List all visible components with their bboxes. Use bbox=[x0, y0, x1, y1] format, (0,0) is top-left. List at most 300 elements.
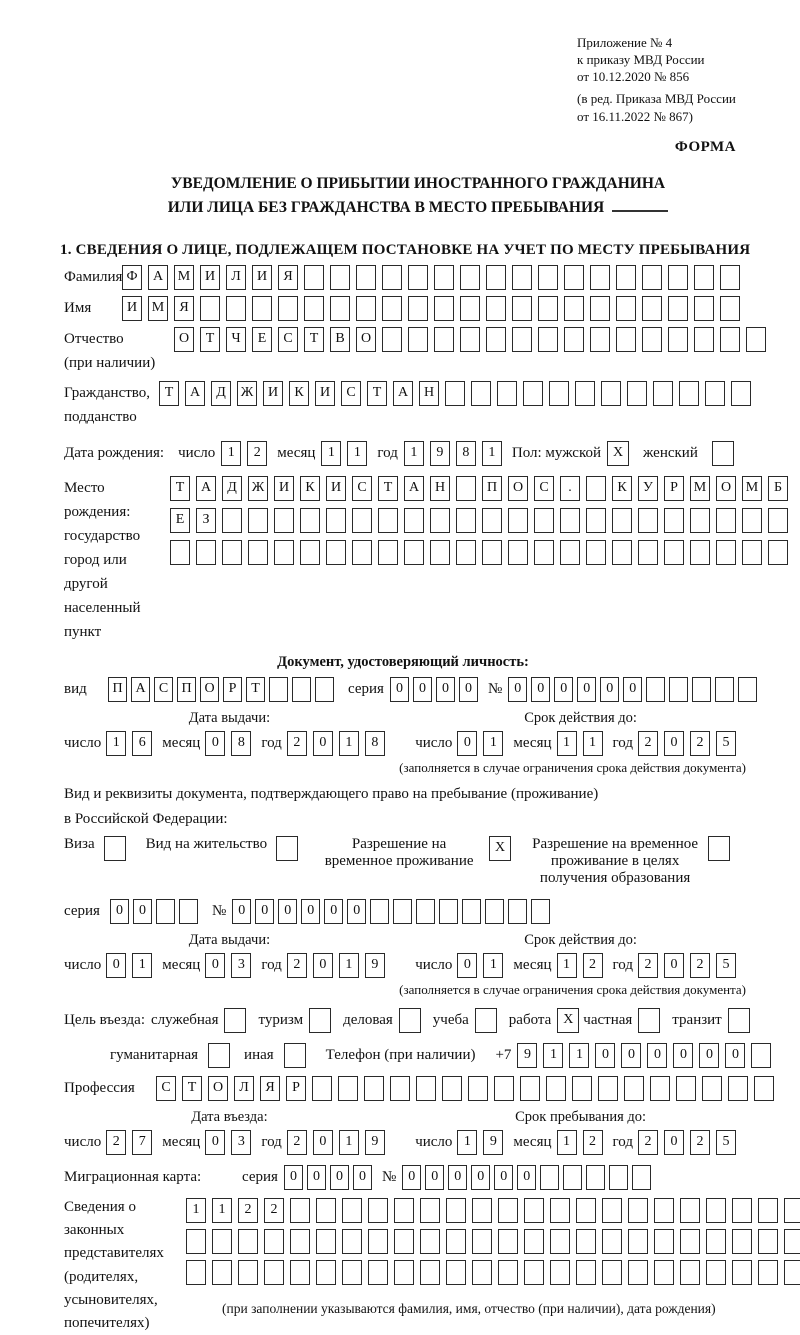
char-cell[interactable] bbox=[586, 1165, 605, 1190]
char-cell[interactable] bbox=[742, 508, 762, 533]
char-cell[interactable] bbox=[394, 1260, 414, 1285]
char-cell[interactable] bbox=[716, 508, 736, 533]
char-cell[interactable] bbox=[534, 540, 554, 565]
char-cell[interactable]: А bbox=[404, 476, 424, 501]
char-cell[interactable] bbox=[420, 1198, 440, 1223]
char-cell[interactable] bbox=[485, 899, 504, 924]
char-cell[interactable]: Т bbox=[159, 381, 179, 406]
purpose-official-checkbox[interactable] bbox=[224, 1008, 246, 1033]
char-cell[interactable]: 0 bbox=[471, 1165, 490, 1190]
char-cell[interactable] bbox=[212, 1229, 232, 1254]
char-cell[interactable] bbox=[368, 1198, 388, 1223]
char-cell[interactable] bbox=[304, 296, 324, 321]
char-cell[interactable] bbox=[628, 1229, 648, 1254]
char-cell[interactable] bbox=[356, 296, 376, 321]
char-cell[interactable]: Р bbox=[286, 1076, 306, 1101]
char-cell[interactable]: 0 bbox=[554, 677, 573, 702]
char-cell[interactable]: 0 bbox=[106, 953, 126, 978]
char-cell[interactable] bbox=[728, 1076, 748, 1101]
char-cell[interactable] bbox=[486, 296, 506, 321]
char-cell[interactable] bbox=[572, 1076, 592, 1101]
char-cell[interactable]: 1 bbox=[583, 731, 603, 756]
char-cell[interactable]: 2 bbox=[638, 731, 658, 756]
char-cell[interactable] bbox=[368, 1229, 388, 1254]
char-cell[interactable] bbox=[754, 1076, 774, 1101]
char-cell[interactable] bbox=[706, 1229, 726, 1254]
char-cell[interactable]: 0 bbox=[517, 1165, 536, 1190]
char-cell[interactable] bbox=[768, 508, 788, 533]
char-cell[interactable] bbox=[330, 265, 350, 290]
char-cell[interactable] bbox=[680, 1260, 700, 1285]
char-cell[interactable] bbox=[758, 1198, 778, 1223]
char-cell[interactable] bbox=[222, 508, 242, 533]
char-cell[interactable]: Ж bbox=[237, 381, 257, 406]
char-cell[interactable]: З bbox=[196, 508, 216, 533]
char-cell[interactable] bbox=[393, 899, 412, 924]
char-cell[interactable] bbox=[564, 327, 584, 352]
char-cell[interactable] bbox=[292, 677, 311, 702]
char-cell[interactable]: Р bbox=[664, 476, 684, 501]
char-cell[interactable]: 0 bbox=[699, 1043, 719, 1068]
char-cell[interactable] bbox=[179, 899, 198, 924]
char-cell[interactable]: 6 bbox=[132, 731, 152, 756]
char-cell[interactable] bbox=[248, 540, 268, 565]
char-cell[interactable] bbox=[498, 1198, 518, 1223]
char-cell[interactable] bbox=[616, 327, 636, 352]
char-cell[interactable] bbox=[575, 381, 595, 406]
char-cell[interactable] bbox=[758, 1229, 778, 1254]
char-cell[interactable]: 1 bbox=[557, 731, 577, 756]
char-cell[interactable] bbox=[706, 1260, 726, 1285]
char-cell[interactable]: М bbox=[148, 296, 168, 321]
char-cell[interactable]: 5 bbox=[716, 1130, 736, 1155]
char-cell[interactable]: 2 bbox=[583, 953, 603, 978]
char-cell[interactable] bbox=[498, 1229, 518, 1254]
char-cell[interactable] bbox=[668, 296, 688, 321]
char-cell[interactable] bbox=[196, 540, 216, 565]
char-cell[interactable]: 5 bbox=[716, 731, 736, 756]
char-cell[interactable]: 0 bbox=[353, 1165, 372, 1190]
char-cell[interactable]: М bbox=[742, 476, 762, 501]
char-cell[interactable] bbox=[508, 508, 528, 533]
char-cell[interactable] bbox=[304, 265, 324, 290]
char-cell[interactable] bbox=[676, 1076, 696, 1101]
char-cell[interactable] bbox=[694, 265, 714, 290]
char-cell[interactable]: 0 bbox=[531, 677, 550, 702]
char-cell[interactable]: 1 bbox=[212, 1198, 232, 1223]
char-cell[interactable]: 0 bbox=[205, 953, 225, 978]
char-cell[interactable]: 0 bbox=[664, 953, 684, 978]
char-cell[interactable]: 0 bbox=[457, 731, 477, 756]
char-cell[interactable] bbox=[434, 296, 454, 321]
char-cell[interactable]: О bbox=[208, 1076, 228, 1101]
char-cell[interactable]: 1 bbox=[483, 731, 503, 756]
char-cell[interactable] bbox=[590, 265, 610, 290]
char-cell[interactable]: Д bbox=[211, 381, 231, 406]
char-cell[interactable]: С bbox=[341, 381, 361, 406]
char-cell[interactable]: 1 bbox=[132, 953, 152, 978]
char-cell[interactable] bbox=[609, 1165, 628, 1190]
char-cell[interactable]: 0 bbox=[413, 677, 432, 702]
char-cell[interactable]: 1 bbox=[557, 1130, 577, 1155]
char-cell[interactable] bbox=[468, 1076, 488, 1101]
char-cell[interactable] bbox=[462, 899, 481, 924]
char-cell[interactable] bbox=[290, 1198, 310, 1223]
char-cell[interactable] bbox=[784, 1198, 800, 1223]
char-cell[interactable] bbox=[404, 508, 424, 533]
char-cell[interactable] bbox=[290, 1260, 310, 1285]
char-cell[interactable] bbox=[446, 1229, 466, 1254]
char-cell[interactable] bbox=[186, 1229, 206, 1254]
char-cell[interactable] bbox=[540, 1165, 559, 1190]
char-cell[interactable]: С bbox=[534, 476, 554, 501]
char-cell[interactable]: 9 bbox=[517, 1043, 537, 1068]
char-cell[interactable] bbox=[751, 1043, 771, 1068]
char-cell[interactable] bbox=[300, 540, 320, 565]
char-cell[interactable] bbox=[524, 1198, 544, 1223]
char-cell[interactable] bbox=[508, 540, 528, 565]
char-cell[interactable] bbox=[624, 1076, 644, 1101]
char-cell[interactable] bbox=[758, 1260, 778, 1285]
char-cell[interactable]: Т bbox=[246, 677, 265, 702]
char-cell[interactable] bbox=[512, 265, 532, 290]
char-cell[interactable]: 0 bbox=[577, 677, 596, 702]
char-cell[interactable] bbox=[300, 508, 320, 533]
char-cell[interactable] bbox=[628, 1198, 648, 1223]
char-cell[interactable] bbox=[430, 540, 450, 565]
char-cell[interactable]: 0 bbox=[313, 1130, 333, 1155]
char-cell[interactable] bbox=[416, 1076, 436, 1101]
char-cell[interactable] bbox=[586, 540, 606, 565]
char-cell[interactable] bbox=[546, 1076, 566, 1101]
char-cell[interactable]: 9 bbox=[430, 441, 450, 466]
char-cell[interactable]: С bbox=[156, 1076, 176, 1101]
char-cell[interactable] bbox=[445, 381, 465, 406]
char-cell[interactable] bbox=[439, 899, 458, 924]
char-cell[interactable] bbox=[738, 677, 757, 702]
purpose-transit-checkbox[interactable] bbox=[728, 1008, 750, 1033]
char-cell[interactable] bbox=[370, 899, 389, 924]
char-cell[interactable] bbox=[326, 540, 346, 565]
char-cell[interactable] bbox=[564, 296, 584, 321]
char-cell[interactable]: О bbox=[356, 327, 376, 352]
char-cell[interactable]: 0 bbox=[664, 1130, 684, 1155]
char-cell[interactable] bbox=[408, 296, 428, 321]
char-cell[interactable] bbox=[460, 327, 480, 352]
char-cell[interactable]: Я bbox=[260, 1076, 280, 1101]
char-cell[interactable] bbox=[274, 540, 294, 565]
char-cell[interactable]: 9 bbox=[365, 953, 385, 978]
char-cell[interactable]: Т bbox=[378, 476, 398, 501]
char-cell[interactable]: О bbox=[508, 476, 528, 501]
char-cell[interactable] bbox=[538, 296, 558, 321]
char-cell[interactable]: . bbox=[560, 476, 580, 501]
purpose-humanitarian-checkbox[interactable] bbox=[208, 1043, 230, 1068]
char-cell[interactable] bbox=[612, 540, 632, 565]
char-cell[interactable]: 0 bbox=[725, 1043, 745, 1068]
char-cell[interactable] bbox=[498, 1260, 518, 1285]
char-cell[interactable]: Л bbox=[234, 1076, 254, 1101]
char-cell[interactable]: У bbox=[638, 476, 658, 501]
char-cell[interactable] bbox=[238, 1229, 258, 1254]
char-cell[interactable] bbox=[550, 1229, 570, 1254]
char-cell[interactable]: 0 bbox=[457, 953, 477, 978]
char-cell[interactable]: П bbox=[108, 677, 127, 702]
char-cell[interactable] bbox=[186, 1260, 206, 1285]
char-cell[interactable] bbox=[269, 677, 288, 702]
char-cell[interactable] bbox=[576, 1260, 596, 1285]
char-cell[interactable] bbox=[497, 381, 517, 406]
char-cell[interactable] bbox=[394, 1198, 414, 1223]
char-cell[interactable] bbox=[746, 327, 766, 352]
char-cell[interactable]: 0 bbox=[647, 1043, 667, 1068]
char-cell[interactable] bbox=[732, 1198, 752, 1223]
char-cell[interactable]: Т bbox=[182, 1076, 202, 1101]
char-cell[interactable] bbox=[316, 1229, 336, 1254]
char-cell[interactable] bbox=[668, 327, 688, 352]
char-cell[interactable] bbox=[482, 508, 502, 533]
char-cell[interactable]: 0 bbox=[508, 677, 527, 702]
char-cell[interactable] bbox=[586, 476, 606, 501]
char-cell[interactable]: 2 bbox=[690, 953, 710, 978]
char-cell[interactable] bbox=[653, 381, 673, 406]
char-cell[interactable]: 0 bbox=[307, 1165, 326, 1190]
char-cell[interactable] bbox=[720, 327, 740, 352]
char-cell[interactable]: 0 bbox=[313, 731, 333, 756]
char-cell[interactable]: И bbox=[252, 265, 272, 290]
char-cell[interactable]: Т bbox=[170, 476, 190, 501]
char-cell[interactable]: 1 bbox=[339, 953, 359, 978]
char-cell[interactable] bbox=[212, 1260, 232, 1285]
char-cell[interactable] bbox=[538, 265, 558, 290]
char-cell[interactable]: 8 bbox=[231, 731, 251, 756]
sex-female-checkbox[interactable] bbox=[712, 441, 734, 466]
char-cell[interactable]: И bbox=[200, 265, 220, 290]
char-cell[interactable] bbox=[316, 1198, 336, 1223]
char-cell[interactable]: 2 bbox=[287, 1130, 307, 1155]
char-cell[interactable]: Ж bbox=[248, 476, 268, 501]
char-cell[interactable] bbox=[446, 1260, 466, 1285]
char-cell[interactable] bbox=[316, 1260, 336, 1285]
char-cell[interactable] bbox=[560, 540, 580, 565]
char-cell[interactable] bbox=[408, 327, 428, 352]
char-cell[interactable] bbox=[264, 1260, 284, 1285]
char-cell[interactable]: 0 bbox=[621, 1043, 641, 1068]
char-cell[interactable] bbox=[456, 508, 476, 533]
char-cell[interactable] bbox=[601, 381, 621, 406]
char-cell[interactable]: 0 bbox=[330, 1165, 349, 1190]
char-cell[interactable] bbox=[694, 327, 714, 352]
char-cell[interactable] bbox=[628, 1260, 648, 1285]
char-cell[interactable] bbox=[326, 508, 346, 533]
char-cell[interactable] bbox=[420, 1260, 440, 1285]
char-cell[interactable]: 0 bbox=[390, 677, 409, 702]
char-cell[interactable]: С bbox=[278, 327, 298, 352]
char-cell[interactable] bbox=[632, 1165, 651, 1190]
char-cell[interactable] bbox=[602, 1260, 622, 1285]
purpose-tourism-checkbox[interactable] bbox=[309, 1008, 331, 1033]
char-cell[interactable] bbox=[650, 1076, 670, 1101]
char-cell[interactable]: Д bbox=[222, 476, 242, 501]
char-cell[interactable]: 7 bbox=[132, 1130, 152, 1155]
char-cell[interactable] bbox=[654, 1260, 674, 1285]
char-cell[interactable] bbox=[784, 1260, 800, 1285]
char-cell[interactable]: А bbox=[148, 265, 168, 290]
char-cell[interactable] bbox=[472, 1260, 492, 1285]
char-cell[interactable]: 0 bbox=[255, 899, 274, 924]
char-cell[interactable] bbox=[486, 327, 506, 352]
char-cell[interactable]: И bbox=[274, 476, 294, 501]
char-cell[interactable] bbox=[590, 327, 610, 352]
char-cell[interactable]: 1 bbox=[404, 441, 424, 466]
char-cell[interactable] bbox=[560, 508, 580, 533]
char-cell[interactable]: 2 bbox=[247, 441, 267, 466]
sex-male-checkbox[interactable]: X bbox=[607, 441, 629, 466]
char-cell[interactable]: 2 bbox=[238, 1198, 258, 1223]
char-cell[interactable]: 0 bbox=[436, 677, 455, 702]
char-cell[interactable]: 2 bbox=[690, 1130, 710, 1155]
char-cell[interactable] bbox=[602, 1198, 622, 1223]
char-cell[interactable] bbox=[512, 327, 532, 352]
purpose-private-checkbox[interactable] bbox=[638, 1008, 660, 1033]
char-cell[interactable]: 8 bbox=[456, 441, 476, 466]
char-cell[interactable]: 0 bbox=[459, 677, 478, 702]
char-cell[interactable]: 2 bbox=[264, 1198, 284, 1223]
char-cell[interactable] bbox=[416, 899, 435, 924]
char-cell[interactable] bbox=[550, 1198, 570, 1223]
char-cell[interactable] bbox=[680, 1229, 700, 1254]
char-cell[interactable] bbox=[226, 296, 246, 321]
char-cell[interactable]: Е bbox=[170, 508, 190, 533]
char-cell[interactable] bbox=[394, 1229, 414, 1254]
char-cell[interactable]: Т bbox=[367, 381, 387, 406]
char-cell[interactable] bbox=[664, 540, 684, 565]
char-cell[interactable]: 1 bbox=[221, 441, 241, 466]
char-cell[interactable]: 8 bbox=[365, 731, 385, 756]
char-cell[interactable] bbox=[382, 296, 402, 321]
char-cell[interactable]: 0 bbox=[324, 899, 343, 924]
char-cell[interactable] bbox=[170, 540, 190, 565]
char-cell[interactable] bbox=[690, 508, 710, 533]
char-cell[interactable] bbox=[524, 1229, 544, 1254]
char-cell[interactable] bbox=[274, 508, 294, 533]
char-cell[interactable]: М bbox=[174, 265, 194, 290]
char-cell[interactable] bbox=[368, 1260, 388, 1285]
char-cell[interactable]: 3 bbox=[231, 1130, 251, 1155]
char-cell[interactable]: 0 bbox=[110, 899, 129, 924]
char-cell[interactable] bbox=[430, 508, 450, 533]
char-cell[interactable] bbox=[352, 540, 372, 565]
char-cell[interactable] bbox=[408, 265, 428, 290]
char-cell[interactable] bbox=[598, 1076, 618, 1101]
char-cell[interactable]: Н bbox=[430, 476, 450, 501]
char-cell[interactable] bbox=[472, 1229, 492, 1254]
char-cell[interactable] bbox=[768, 540, 788, 565]
char-cell[interactable] bbox=[616, 296, 636, 321]
char-cell[interactable]: 0 bbox=[313, 953, 333, 978]
char-cell[interactable] bbox=[338, 1076, 358, 1101]
char-cell[interactable] bbox=[692, 677, 711, 702]
char-cell[interactable] bbox=[238, 1260, 258, 1285]
char-cell[interactable] bbox=[720, 296, 740, 321]
char-cell[interactable]: М bbox=[690, 476, 710, 501]
temp-residence-checkbox[interactable]: X bbox=[489, 836, 511, 861]
char-cell[interactable] bbox=[342, 1260, 362, 1285]
char-cell[interactable]: А bbox=[196, 476, 216, 501]
char-cell[interactable] bbox=[471, 381, 491, 406]
char-cell[interactable] bbox=[576, 1229, 596, 1254]
char-cell[interactable] bbox=[382, 265, 402, 290]
char-cell[interactable]: Н bbox=[419, 381, 439, 406]
char-cell[interactable] bbox=[248, 508, 268, 533]
char-cell[interactable]: О bbox=[716, 476, 736, 501]
char-cell[interactable]: Я bbox=[174, 296, 194, 321]
char-cell[interactable]: 1 bbox=[339, 1130, 359, 1155]
char-cell[interactable] bbox=[200, 296, 220, 321]
char-cell[interactable] bbox=[642, 265, 662, 290]
char-cell[interactable] bbox=[456, 476, 476, 501]
char-cell[interactable]: 1 bbox=[457, 1130, 477, 1155]
char-cell[interactable] bbox=[715, 677, 734, 702]
char-cell[interactable] bbox=[482, 540, 502, 565]
char-cell[interactable] bbox=[420, 1229, 440, 1254]
char-cell[interactable] bbox=[494, 1076, 514, 1101]
char-cell[interactable]: 0 bbox=[600, 677, 619, 702]
char-cell[interactable] bbox=[549, 381, 569, 406]
char-cell[interactable]: И bbox=[315, 381, 335, 406]
char-cell[interactable] bbox=[264, 1229, 284, 1254]
char-cell[interactable] bbox=[664, 508, 684, 533]
char-cell[interactable] bbox=[742, 540, 762, 565]
char-cell[interactable]: 1 bbox=[186, 1198, 206, 1223]
char-cell[interactable] bbox=[442, 1076, 462, 1101]
char-cell[interactable] bbox=[290, 1229, 310, 1254]
char-cell[interactable]: 2 bbox=[287, 731, 307, 756]
char-cell[interactable] bbox=[694, 296, 714, 321]
purpose-business-checkbox[interactable] bbox=[399, 1008, 421, 1033]
char-cell[interactable]: 1 bbox=[483, 953, 503, 978]
char-cell[interactable]: А bbox=[131, 677, 150, 702]
char-cell[interactable] bbox=[716, 540, 736, 565]
char-cell[interactable] bbox=[460, 296, 480, 321]
char-cell[interactable]: 2 bbox=[690, 731, 710, 756]
char-cell[interactable] bbox=[627, 381, 647, 406]
char-cell[interactable]: 1 bbox=[106, 731, 126, 756]
char-cell[interactable] bbox=[472, 1198, 492, 1223]
char-cell[interactable] bbox=[732, 1260, 752, 1285]
char-cell[interactable]: 0 bbox=[623, 677, 642, 702]
char-cell[interactable] bbox=[638, 540, 658, 565]
char-cell[interactable] bbox=[520, 1076, 540, 1101]
char-cell[interactable]: 0 bbox=[425, 1165, 444, 1190]
char-cell[interactable] bbox=[390, 1076, 410, 1101]
char-cell[interactable] bbox=[690, 540, 710, 565]
char-cell[interactable]: 1 bbox=[557, 953, 577, 978]
char-cell[interactable] bbox=[654, 1229, 674, 1254]
char-cell[interactable] bbox=[669, 677, 688, 702]
residence-permit-checkbox[interactable] bbox=[276, 836, 298, 861]
char-cell[interactable] bbox=[590, 296, 610, 321]
char-cell[interactable]: Е bbox=[252, 327, 272, 352]
char-cell[interactable] bbox=[364, 1076, 384, 1101]
char-cell[interactable] bbox=[460, 265, 480, 290]
char-cell[interactable]: П bbox=[177, 677, 196, 702]
char-cell[interactable] bbox=[456, 540, 476, 565]
char-cell[interactable] bbox=[534, 508, 554, 533]
char-cell[interactable] bbox=[705, 381, 725, 406]
char-cell[interactable]: Л bbox=[226, 265, 246, 290]
char-cell[interactable] bbox=[508, 899, 527, 924]
